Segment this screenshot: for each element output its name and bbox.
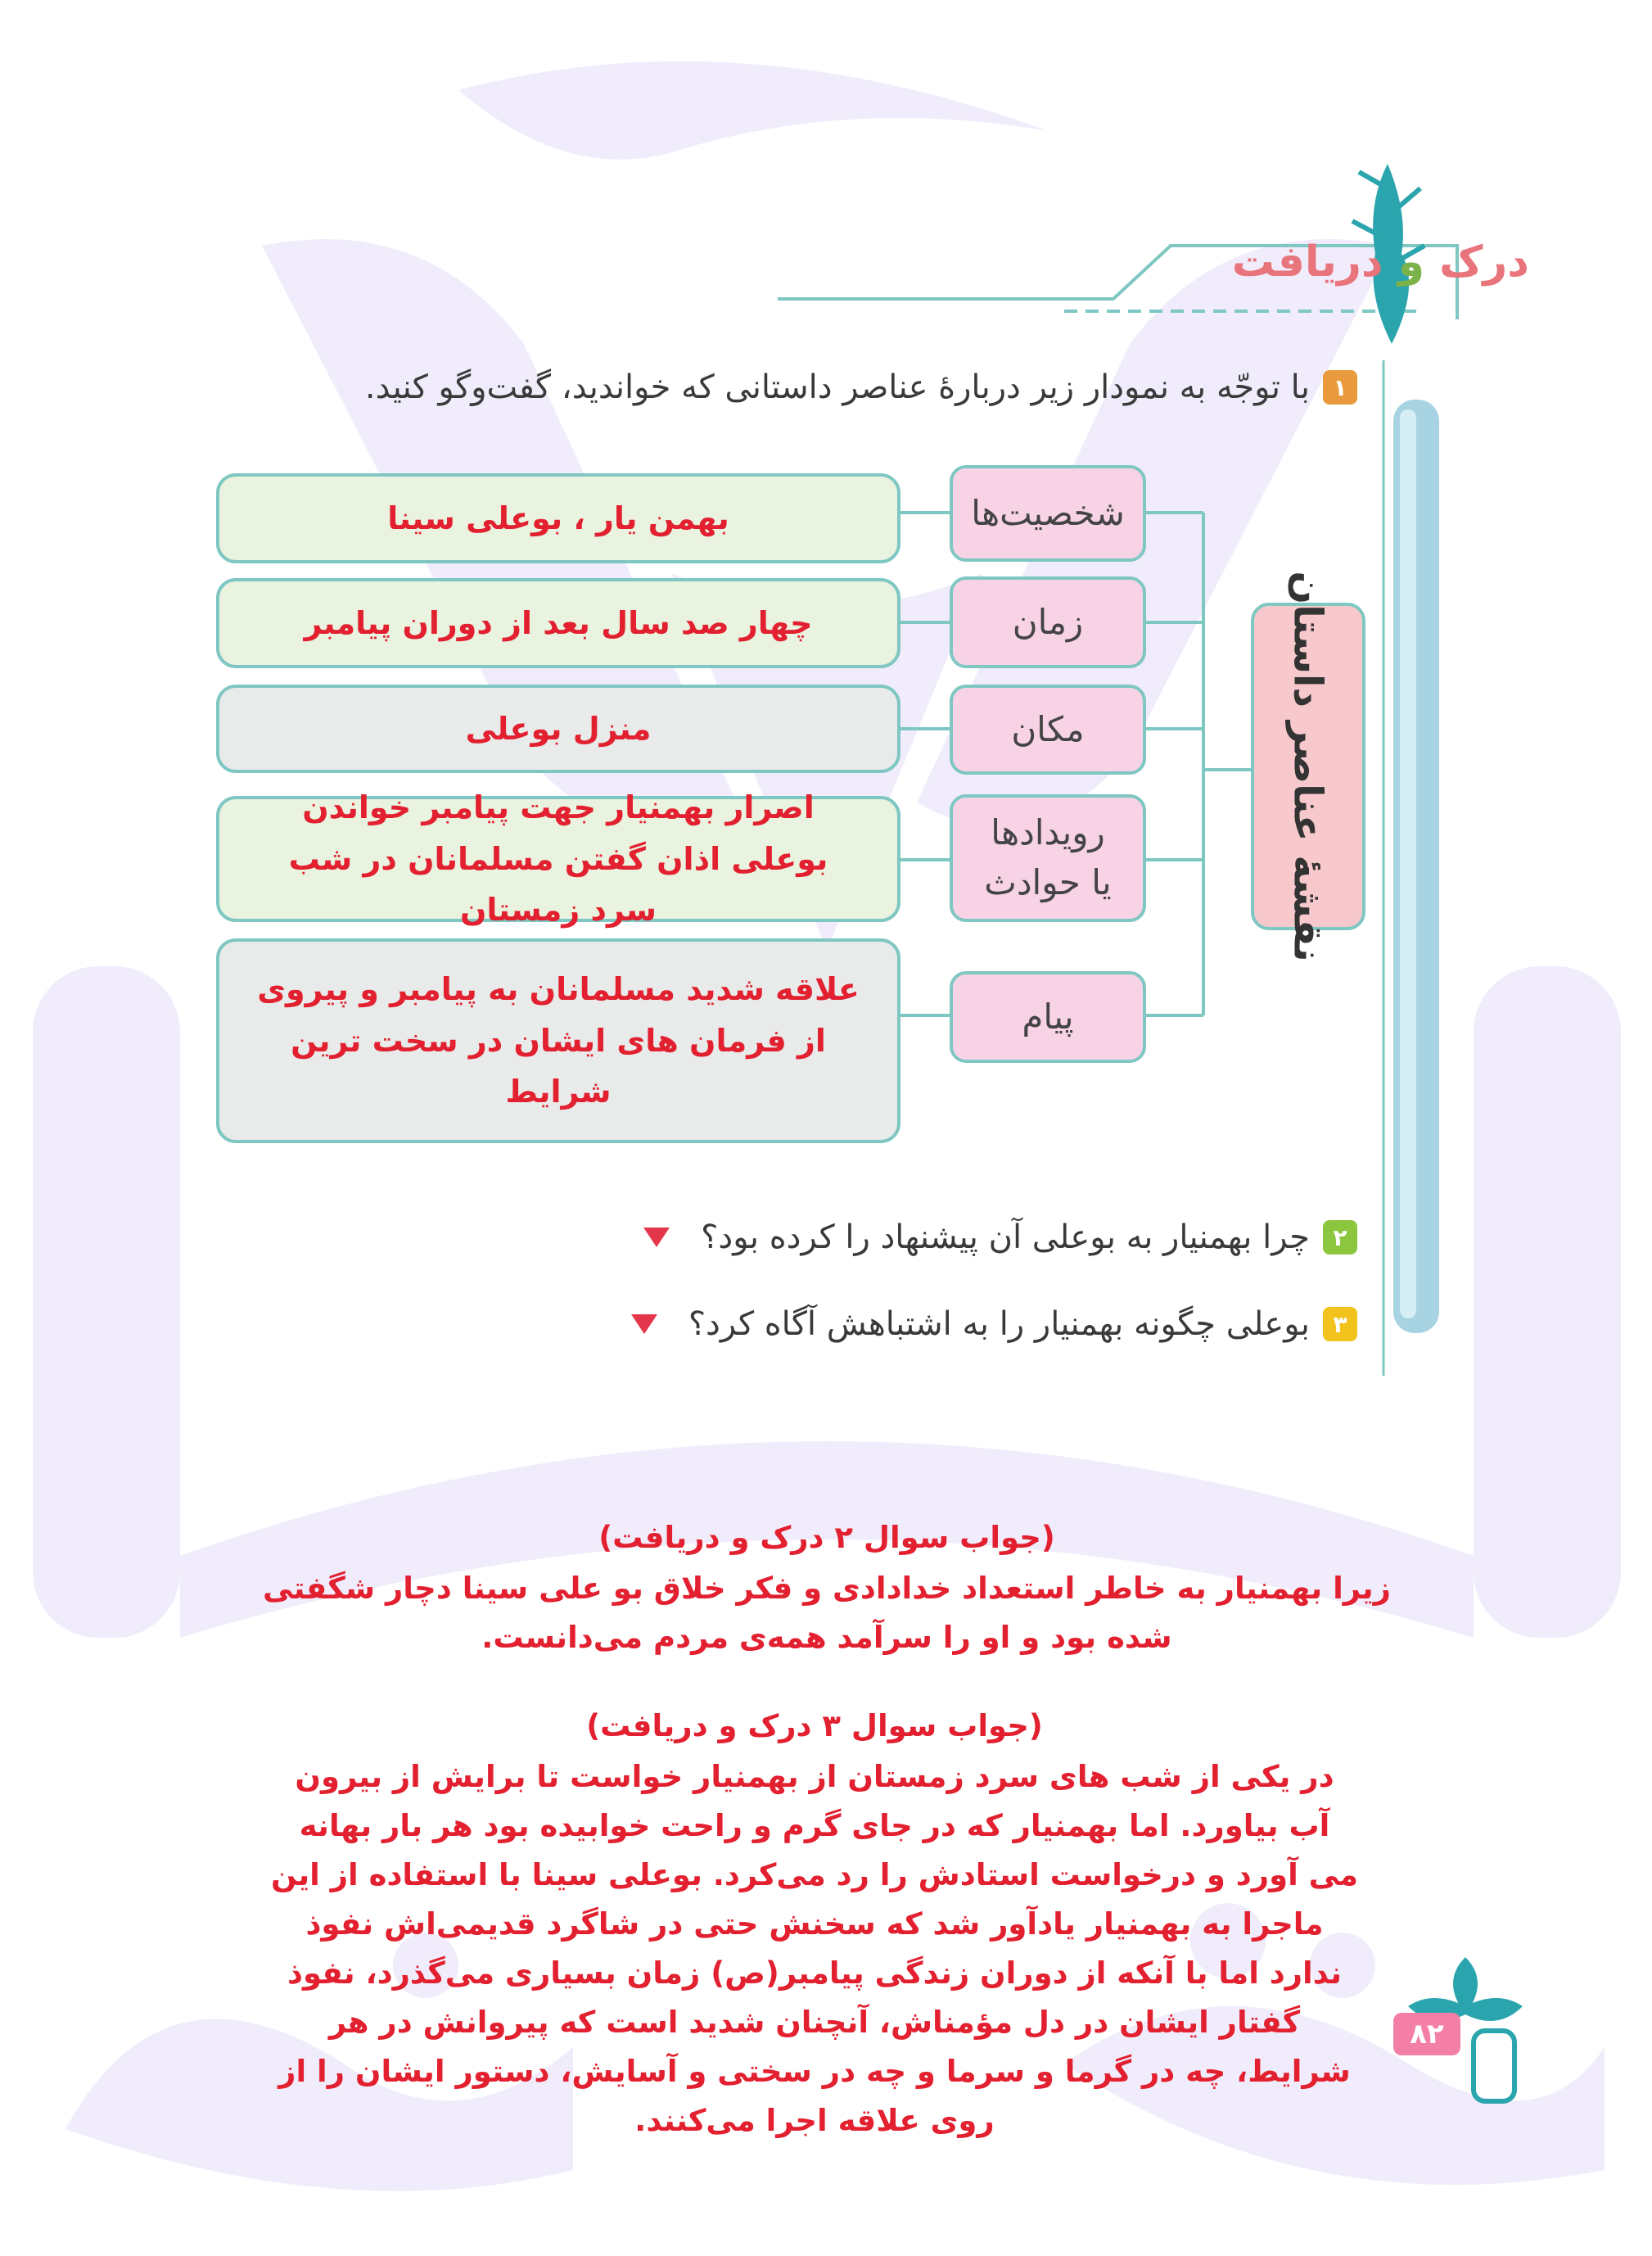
answer-block-q2 [262, 1513, 1392, 1662]
answer-characters [216, 473, 900, 563]
question-number-2: ۲ [1323, 1220, 1357, 1255]
answer-events-text: اصرار بهمنیار جهت پیامبر خواندن بوعلی اذان گفتن مسلمانان در شب سرد زمستان [288, 789, 828, 929]
question-2 [643, 1218, 1357, 1256]
answer-q2-heading: (جواب سوال ۲ درک و دریافت) [598, 1520, 1055, 1555]
section-title [1232, 237, 1529, 287]
category-characters: شخصیت‌ها [950, 465, 1146, 562]
central-node-label: نقشهٔ عناصر داستان [1285, 571, 1331, 962]
question-2-text: چرا بهمنیار به بوعلی آن پیشنهاد را کرده بود؟ [701, 1218, 1310, 1256]
answer-characters-text: بهمن یار ، بوعلی سینا [387, 500, 729, 536]
answer-events [216, 789, 900, 929]
question-3 [631, 1305, 1357, 1343]
question-1-text: با توجّه به نمودار زیر دربارهٔ عناصر داستانی که خواندید، گفت‌وگو کنید. [364, 368, 1310, 406]
answer-time [216, 578, 900, 668]
answer-place [216, 685, 900, 773]
question-3-text: بوعلی چگونه بهمنیار را به اشتباهش آگاه کرد؟ [688, 1305, 1310, 1343]
answer-time-text: چهار صد سال بعد از دوران پیامبر [304, 604, 813, 641]
category-place: مکان [950, 685, 1146, 775]
question-number-3: ۳ [1323, 1307, 1357, 1341]
answer-message-text: علاقه شدید مسلمانان به پیامبر و پیروی از فرمان های ایشان در سخت ترین شرایط [257, 970, 860, 1110]
answer-q3-body: در یکی از شب های سرد زمستان از بهمنیار خواست تا برایش از بیرون آب بیاورد. اما بهمنیار که در جای گرم و راحت خوابیده بود هر بار بهانه می آورد و درخواست استادش را رد می‌کرد. بوعلی سینا با استفاده از این ماجرا به بهمنیار یادآور شد که سخنش حتی در شاگرد قدیمی‌اش نفوذ ندارد اما با آنکه از دوران زندگی پیامبر(ص) زمان بسیاری می‌گذرد، نفوذ گفتار ایشان در دل مؤمناش، آنچنان شدید است که پیروانش در هر شرایط، چه در گرما و سرما و چه در سختی و آسایش، دستور ایشان را از روی علاقه اجرا می‌کنند. [270, 1758, 1358, 2138]
title-conjunction: و [1397, 237, 1425, 287]
page-number-badge: ۸۲ [1393, 2013, 1460, 2055]
triangle-marker-icon [631, 1314, 657, 1334]
question-number-1: ۱ [1323, 370, 1357, 405]
answer-place-text: منزل بوعلی [465, 710, 652, 747]
central-node [1251, 571, 1365, 962]
triangle-marker-icon [643, 1227, 670, 1247]
category-events: رویدادها یا حوادث [950, 794, 1146, 922]
category-message: پیام [950, 971, 1146, 1063]
question-1 [365, 368, 1357, 406]
answer-q3-heading: (جواب سوال ۳ درک و دریافت) [586, 1708, 1043, 1743]
title-word-2: دریافت [1231, 237, 1383, 287]
answer-block-q3 [270, 1702, 1359, 2145]
answer-q2-body: زیرا بهمنیار به خاطر استعداد خدادادی و فکر خلاق بو علی سینا دچار شگفتی شده بود و او را سرآمد همه‌ی مردم می‌دانست. [263, 1570, 1391, 1655]
title-word-1: درک [1439, 237, 1529, 287]
category-time: زمان [950, 576, 1146, 668]
answer-message [216, 938, 900, 1143]
